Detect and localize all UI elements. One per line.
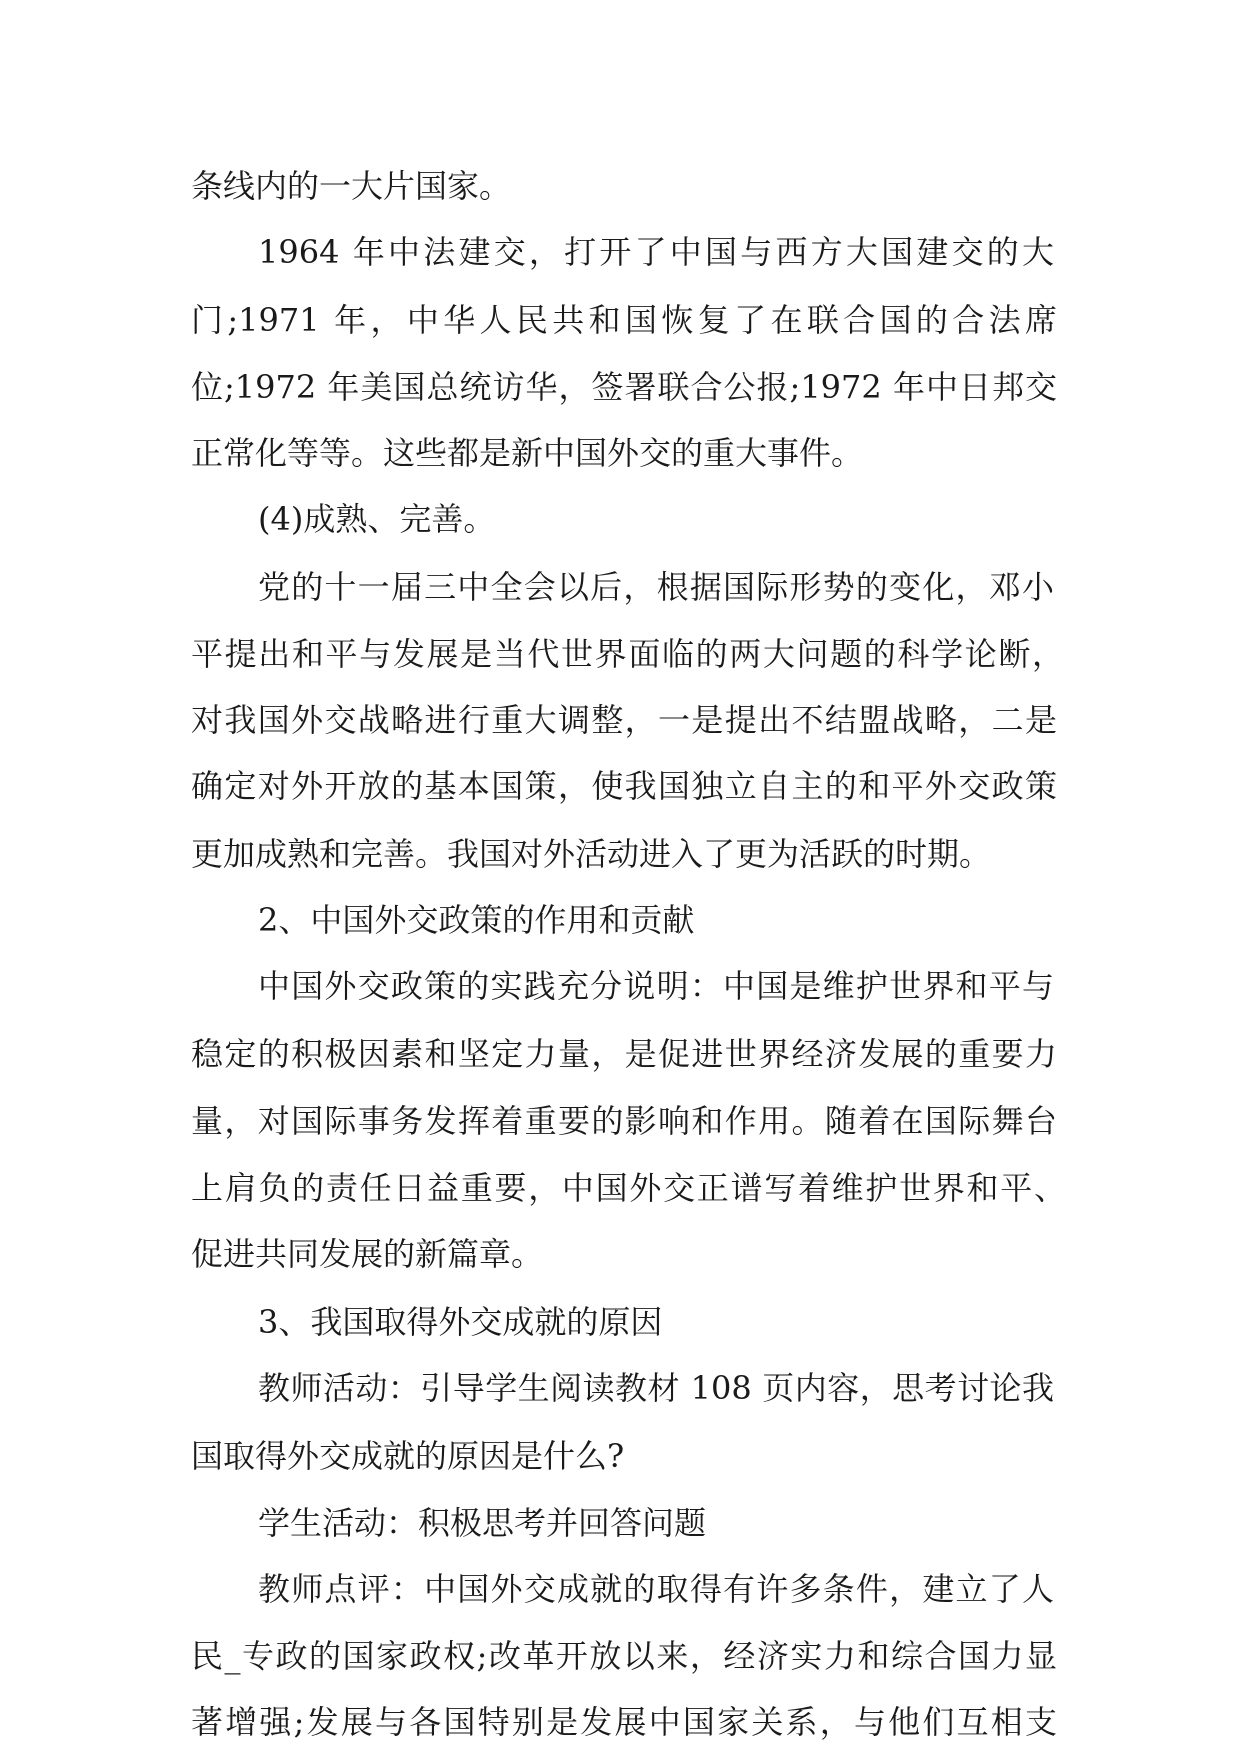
text-line: 门;1971 年，中华人民共和国恢复了在联合国的合法席	[191, 301, 1057, 339]
text-line: 量，对国际事务发挥着重要的影响和作用。随着在国际舞台	[191, 1102, 1057, 1140]
text-line: 著增强;发展与各国特别是发展中国家关系，与他们互相支	[191, 1703, 1057, 1741]
text-line: 平提出和平与发展是当代世界面临的两大问题的科学论断，	[191, 635, 1064, 673]
text-line: 确定对外开放的基本国策，使我国独立自主的和平外交政策	[191, 767, 1057, 805]
text-line: 正常化等等。这些都是新中国外交的重大事件。	[191, 434, 864, 472]
text-line: 促进共同发展的新篇章。	[191, 1235, 544, 1273]
text-line: 1964 年中法建交，打开了中国与西方大国建交的大	[258, 233, 1054, 271]
text-line: 位;1972 年美国总统访华，签署联合公报;1972 年中日邦交	[191, 368, 1057, 406]
text-line: 民_专政的国家政权;改革开放以来，经济实力和综合国力显	[191, 1637, 1057, 1675]
text-line: 更加成熟和完善。我国对外活动进入了更为活跃的时期。	[191, 835, 992, 873]
section-heading: 3、我国取得外交成就的原因	[258, 1303, 663, 1341]
text-line: 中国外交政策的实践充分说明：中国是维护世界和平与	[258, 967, 1054, 1005]
text-line: 国取得外交成就的原因是什么?	[191, 1437, 625, 1475]
text-line: 教师活动：引导学生阅读教材 108 页内容，思考讨论我	[258, 1369, 1054, 1407]
text-line: 教师点评：中国外交成就的取得有许多条件，建立了人	[258, 1570, 1054, 1608]
text-line: 条线内的一大片国家。	[191, 167, 512, 205]
text-line: 上肩负的责任日益重要，中国外交正谱写着维护世界和平、	[191, 1169, 1066, 1207]
text-line: 稳定的积极因素和坚定力量，是促进世界经济发展的重要力	[191, 1035, 1057, 1073]
text-line: 对我国外交战略进行重大调整，一是提出不结盟战略，二是	[191, 701, 1057, 739]
text-line: 党的十一届三中全会以后，根据国际形势的变化，邓小	[258, 568, 1054, 606]
text-line: 学生活动：积极思考并回答问题	[258, 1504, 707, 1542]
section-heading: 2、中国外交政策的作用和贡献	[258, 901, 695, 939]
section-heading: (4)成熟、完善。	[258, 500, 496, 538]
